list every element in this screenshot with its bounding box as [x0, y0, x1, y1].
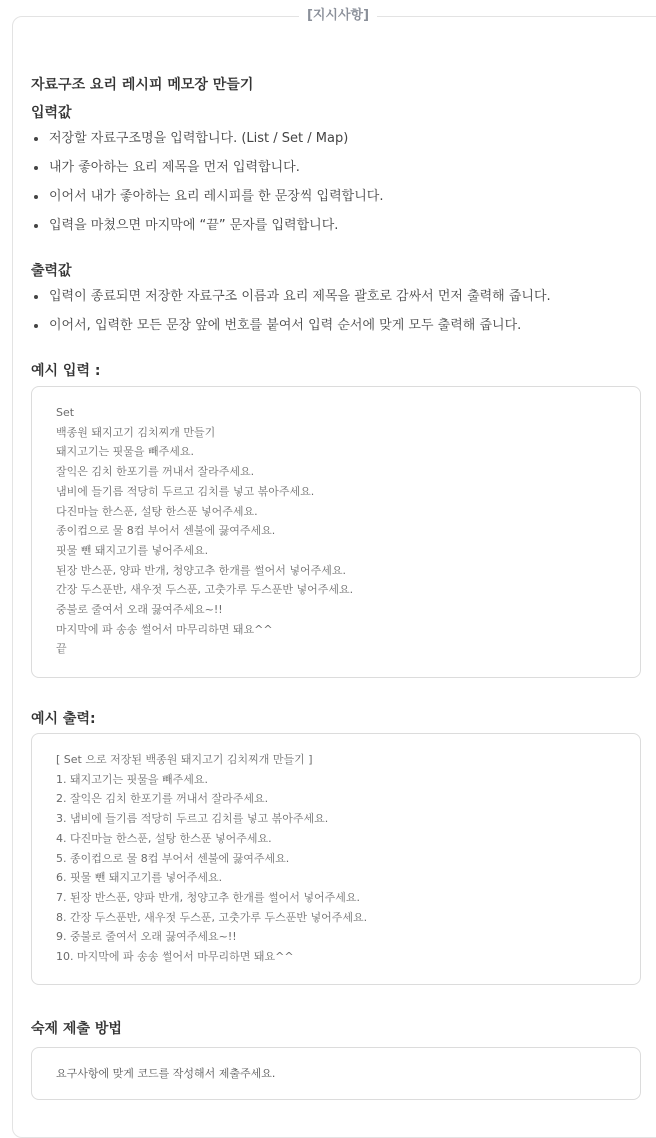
example-output-line: [ Set 으로 저장된 백종원 돼지고기 김치찌개 만들기 ] — [56, 753, 313, 766]
example-input-line: 된장 반스푼, 양파 반개, 청양고추 한개를 썰어서 넣어주세요. — [56, 563, 346, 577]
example-input-lines — [56, 403, 353, 659]
submission-heading: 숙제 제출 방법 — [31, 1021, 122, 1037]
example-output-line: 1. 돼지고기는 핏물을 빼주세요. — [56, 772, 208, 786]
example-output-lines — [56, 750, 367, 967]
example-output-line: 10. 마지막에 파 송송 썰어서 마무리하면 돼요^^ — [56, 950, 294, 964]
example-input-line: Set — [56, 406, 75, 419]
output-bullet-list — [31, 287, 551, 336]
example-input-line: 백종원 돼지고기 김치찌개 만들기 — [56, 425, 216, 439]
example-output-line: 2. 잘익은 김치 한포기를 꺼내서 잘라주세요. — [56, 792, 269, 806]
example-input-heading: 예시 입력 : — [31, 363, 101, 379]
input-bullet-list — [31, 129, 383, 236]
output-heading: 출력값 — [31, 263, 72, 279]
example-input-line: 중불로 줄여서 오래 끓여주세요~!! — [56, 603, 223, 617]
submission-text: 요구사항에 맞게 코드를 작성해서 제출주세요. — [56, 1067, 276, 1080]
input-bullet: 저장할 자료구조명을 입력합니다. (List / Set / Map) — [31, 129, 383, 149]
input-bullet: 입력을 마쳤으면 마지막에 “끝” 문자를 입력합니다. — [31, 216, 383, 236]
example-input-line: 돼지고기는 핏물을 빼주세요. — [56, 445, 195, 459]
submission-box — [31, 1047, 641, 1100]
example-output-heading: 예시 출력: — [31, 711, 96, 727]
example-input-box — [31, 386, 641, 678]
example-output-box — [31, 733, 641, 985]
input-heading: 입력값 — [31, 105, 72, 121]
output-bullet: 이어서, 입력한 모든 문장 앞에 번호를 붙여서 입력 순서에 맞게 모두 출력해 줍니다. — [31, 316, 551, 336]
example-input-line: 핏물 뺀 돼지고기를 넣어주세요. — [56, 543, 209, 557]
example-input-line: 냄비에 들기름 적당히 두르고 김치를 넣고 볶아주세요. — [56, 484, 315, 498]
input-bullet: 이어서 내가 좋아하는 요리 레시피를 한 문장씩 입력합니다. — [31, 187, 383, 207]
example-input-line: 잘익은 김치 한포기를 꺼내서 잘라주세요. — [56, 465, 255, 479]
example-input-line: 종이컵으로 물 8컵 부어서 센불에 끓여주세요. — [56, 524, 276, 538]
example-output-line: 9. 중불로 줄여서 오래 끓여주세요~!! — [56, 930, 237, 944]
output-bullet: 입력이 종료되면 저장한 자료구조 이름과 요리 제목을 괄호로 감싸서 먼저 출력해 줍니다. — [31, 287, 551, 307]
example-output-line: 3. 냄비에 들기름 적당히 두르고 김치를 넣고 볶아주세요. — [56, 812, 329, 826]
section-label: [지시사항] — [299, 8, 377, 23]
example-output-line: 4. 다진마늘 한스푼, 설탕 한스푼 넣어주세요. — [56, 831, 272, 845]
section-legend — [0, 6, 656, 26]
example-input-line: 마지막에 파 송송 썰어서 마무리하면 돼요^^ — [56, 622, 273, 636]
page-title: 자료구조 요리 레시피 메모장 만들기 — [31, 77, 254, 93]
example-output-line: 5. 종이컵으로 물 8컵 부어서 센불에 끓여주세요. — [56, 851, 290, 865]
example-output-line: 6. 핏물 뺀 돼지고기를 넣어주세요. — [56, 871, 223, 885]
example-input-line: 끝 — [56, 642, 67, 656]
example-output-line: 8. 간장 두스푼반, 새우젓 두스푼, 고춧가루 두스푼반 넣어주세요. — [56, 910, 368, 924]
example-input-line: 간장 두스푼반, 새우젓 두스푼, 고춧가루 두스푼반 넣어주세요. — [56, 583, 354, 597]
example-output-line: 7. 된장 반스푼, 양파 반개, 청양고추 한개를 썰어서 넣어주세요. — [56, 890, 360, 904]
example-input-line: 다진마늘 한스푼, 설탕 한스푼 넣어주세요. — [56, 504, 258, 518]
input-bullet: 내가 좋아하는 요리 제목을 먼저 입력합니다. — [31, 158, 383, 178]
